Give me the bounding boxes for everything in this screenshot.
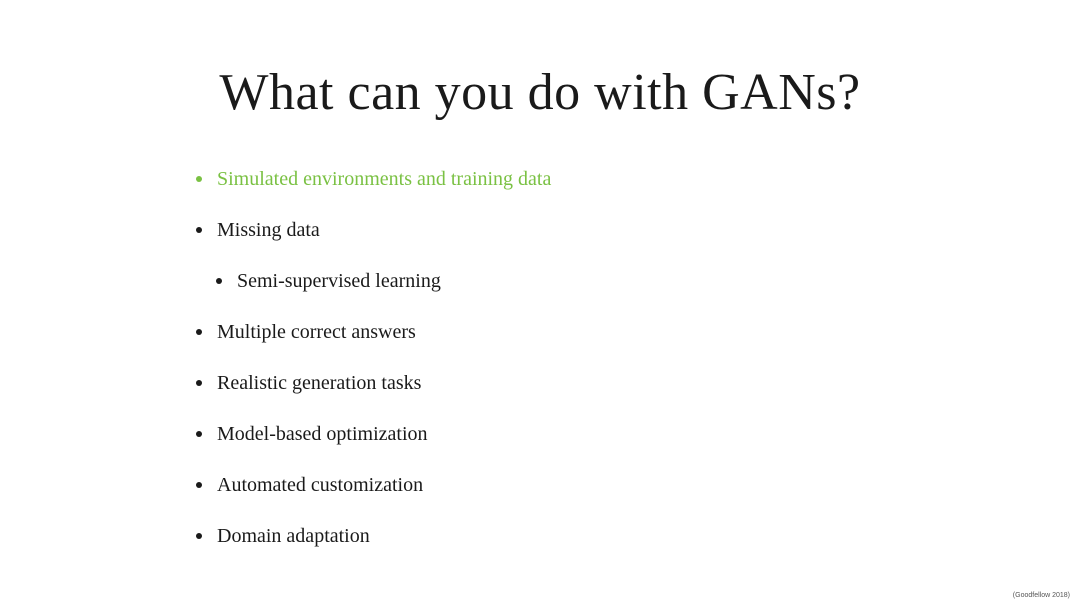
bullet-dot-icon (196, 431, 202, 437)
slide-title: What can you do with GANs? (219, 64, 861, 121)
bullet-label: Semi-supervised learning (237, 270, 441, 292)
bullet-dot-icon (216, 278, 222, 284)
bullet-label: Simulated environments and training data (217, 168, 552, 190)
bullet-dot-icon (196, 329, 202, 335)
bullet-dot-icon (196, 533, 202, 539)
bullet-dot-icon (196, 176, 202, 182)
bullet-label: Multiple correct answers (217, 321, 416, 343)
bullet-dot-icon (196, 380, 202, 386)
bullet-label: Realistic generation tasks (217, 372, 422, 394)
bullet-label: Domain adaptation (217, 525, 370, 547)
bullet-dot-icon (196, 227, 202, 233)
bullet-dot-icon (196, 482, 202, 488)
bullet-label: Automated customization (217, 474, 424, 496)
citation: (Goodfellow 2018) (1012, 592, 1070, 599)
bullet-label: Model-based optimization (217, 423, 428, 445)
bullet-label: Missing data (217, 219, 320, 241)
